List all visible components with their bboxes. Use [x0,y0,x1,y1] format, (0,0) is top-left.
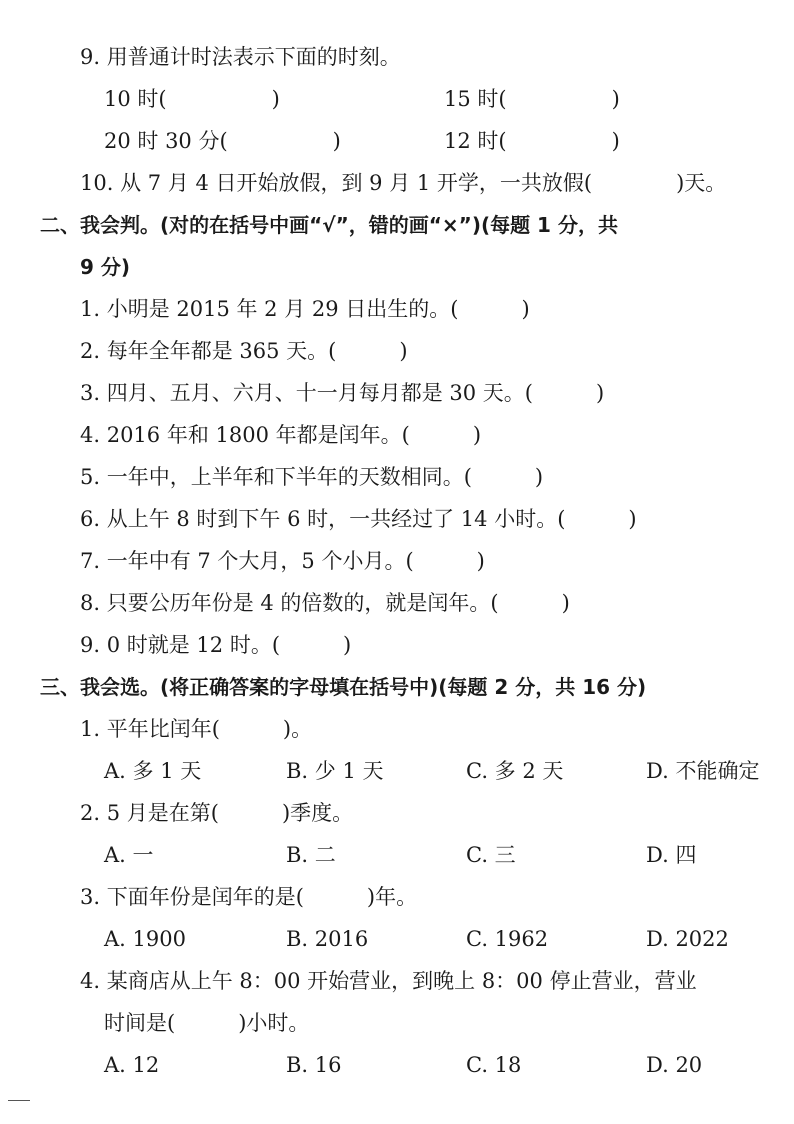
choice-3-option-b: B. 2016 [286,927,369,951]
choice-1-option-b: B. 少 1 天 [286,759,384,783]
choice-4-option-c: C. 18 [466,1053,522,1077]
judge-item-2: 2. 每年全年都是 365 天。( ) [80,339,408,363]
choice-4-option-b: B. 16 [286,1053,342,1077]
choice-2-option-b: B. 二 [286,843,336,867]
judge-item-9: 9. 0 时就是 12 时。( ) [80,633,352,657]
section-2-title-cont: 9 分) [80,255,131,279]
question-9-item-a: 10 时( ) [104,87,280,111]
judge-item-5: 5. 一年中，上半年和下半年的天数相同。( ) [80,465,544,489]
choice-1-option-c: C. 多 2 天 [466,759,564,783]
choice-4-stem-cont: 时间是( )小时。 [104,1011,310,1035]
choice-1-option-d: D. 不能确定 [646,759,760,783]
choice-2-stem: 2. 5 月是在第( )季度。 [80,801,354,825]
section-2-title: 二、我会判。(对的在括号中画“√”，错的画“×”)(每题 1 分，共 [40,213,618,237]
question-9-item-c: 20 时 30 分( ) [104,129,341,153]
judge-item-1: 1. 小明是 2015 年 2 月 29 日出生的。( ) [80,297,530,321]
judge-item-7: 7. 一年中有 7 个大月，5 个小月。( ) [80,549,485,573]
choice-4-option-d: D. 20 [646,1053,703,1077]
question-9-item-b: 15 时( ) [444,87,620,111]
choice-2-option-d: D. 四 [646,843,697,867]
judge-item-4: 4. 2016 年和 1800 年都是闰年。( ) [80,423,482,447]
choice-2-option-a: A. 一 [104,843,154,867]
judge-item-3: 3. 四月、五月、六月、十一月每月都是 30 天。( ) [80,381,605,405]
section-3-title: 三、我会选。(将正确答案的字母填在括号中)(每题 2 分，共 16 分) [40,675,647,699]
choice-2-option-c: C. 三 [466,843,516,867]
judge-item-8: 8. 只要公历年份是 4 的倍数的，就是闰年。( ) [80,591,570,615]
margin-dash [8,1100,30,1101]
choice-1-option-a: A. 多 1 天 [104,759,202,783]
judge-item-6: 6. 从上午 8 时到下午 6 时，一共经过了 14 小时。( ) [80,507,637,531]
choice-3-option-a: A. 1900 [104,927,186,951]
choice-3-stem: 3. 下面年份是闰年的是( )年。 [80,885,418,909]
choice-1-stem: 1. 平年比闰年( )。 [80,717,313,741]
question-9-item-d: 12 时( ) [444,129,620,153]
choice-3-option-c: C. 1962 [466,927,549,951]
question-9-stem: 9. 用普通计时法表示下面的时刻。 [80,45,401,69]
choice-4-option-a: A. 12 [104,1053,160,1077]
choice-4-stem: 4. 某商店从上午 8：00 开始营业，到晚上 8：00 停止营业，营业 [80,969,697,993]
question-10: 10. 从 7 月 4 日开始放假，到 9 月 1 开学，一共放假( )天。 [80,171,727,195]
choice-3-option-d: D. 2022 [646,927,729,951]
